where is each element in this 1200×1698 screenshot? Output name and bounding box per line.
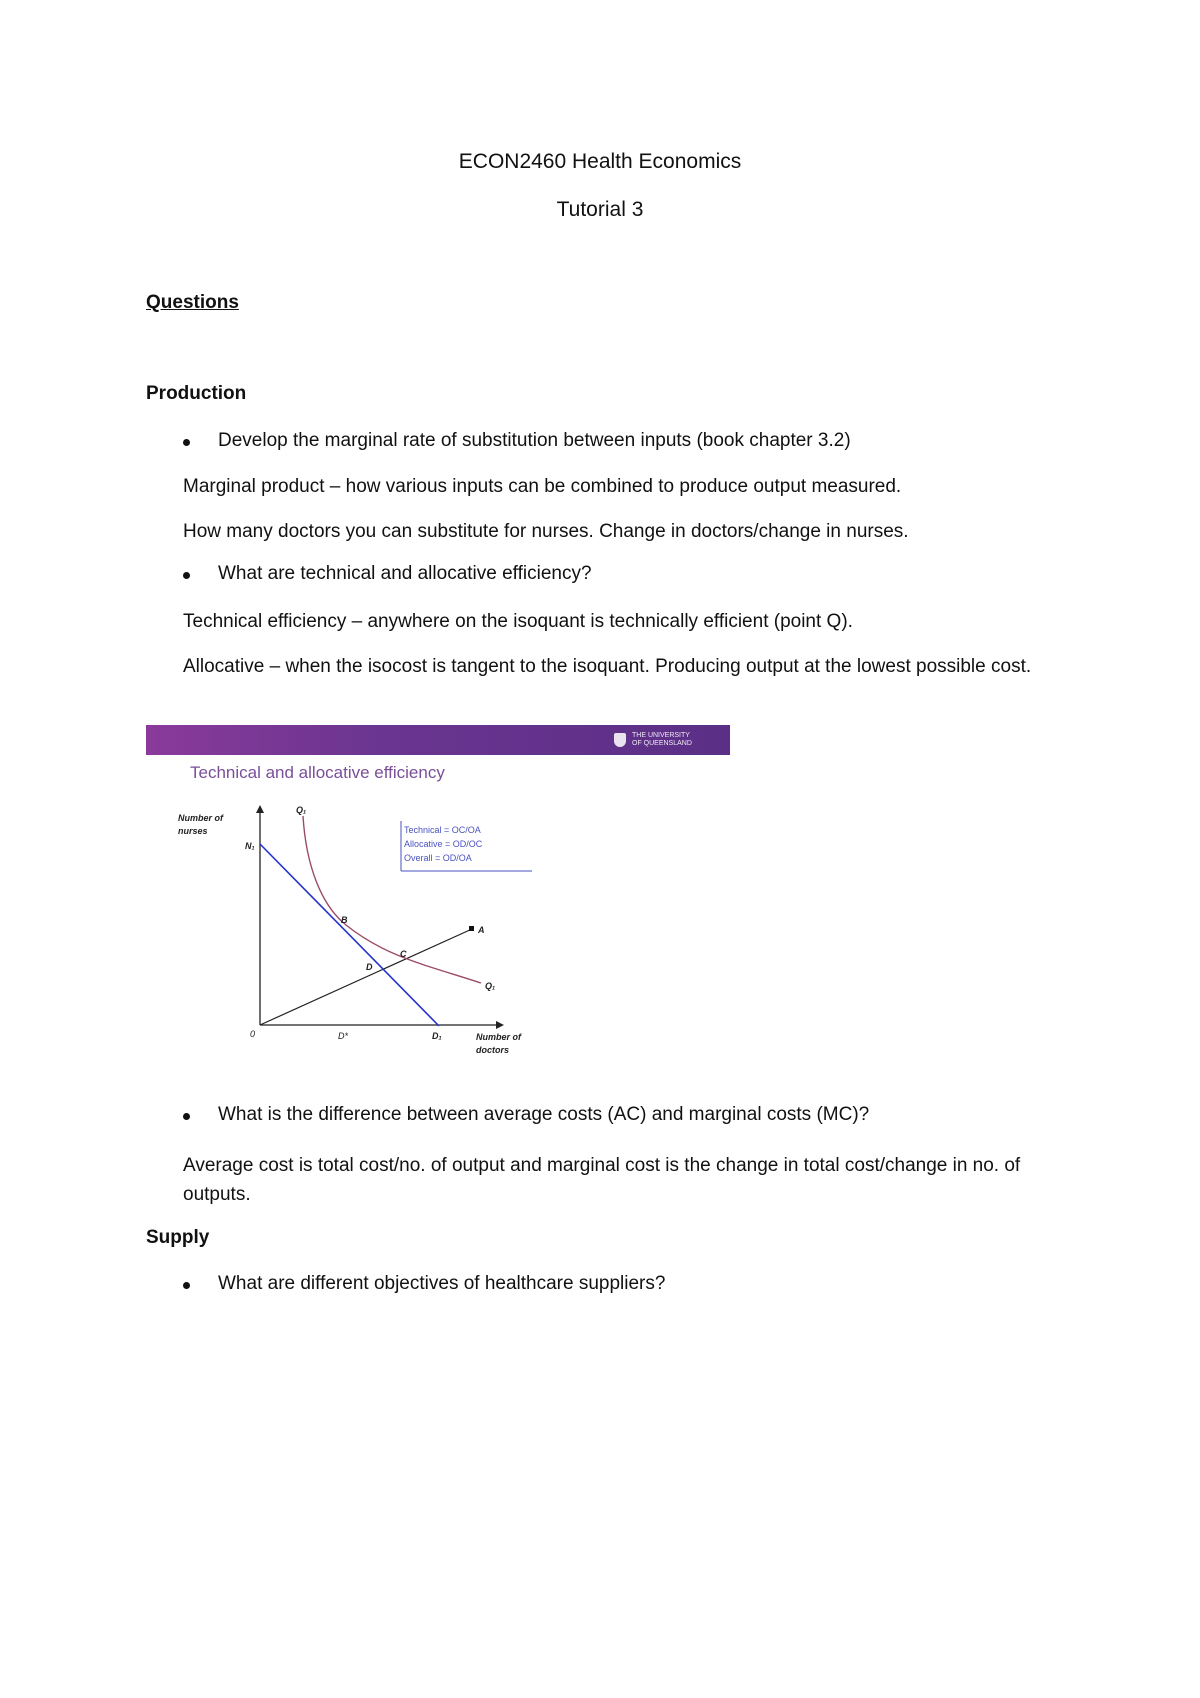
- logo-line-2: OF QUEENSLAND: [632, 740, 692, 747]
- efficiency-slide-figure: [146, 725, 730, 1062]
- production-heading: Production: [146, 383, 247, 404]
- y-axis-label-1: Number of: [178, 813, 223, 823]
- logo-line-1: THE UNIVERSITY: [632, 732, 690, 739]
- bullet-text: What are technical and allocative efficiency?: [218, 563, 592, 584]
- label-origin: 0: [250, 1029, 256, 1039]
- label-q1-right: Q₁: [485, 981, 496, 991]
- label-d1: D₁: [432, 1031, 442, 1041]
- bullet-icon: [183, 1282, 190, 1289]
- bullet-icon: [183, 572, 190, 579]
- questions-heading: Questions: [146, 292, 239, 313]
- label-d: D: [366, 962, 373, 972]
- y-axis-arrow-icon: [256, 805, 264, 813]
- slide-title: Technical and allocative efficiency: [190, 763, 445, 782]
- answer-technical-efficiency: Technical efficiency – anywhere on the isoquant is technically efficient (point Q).: [183, 611, 853, 632]
- x-axis-arrow-icon: [496, 1021, 504, 1029]
- legend-technical: Technical = OC/OA: [404, 825, 481, 835]
- bullet-icon: [183, 1113, 190, 1120]
- answer-marginal-product: Marginal product – how various inputs can be combined to produce output measured.: [183, 476, 902, 497]
- ray-oa: [260, 929, 472, 1025]
- efficiency-diagram: [146, 725, 730, 1062]
- answer-allocative-efficiency: Allocative – when the isocost is tangent to the isoquant. Producing output at the lowest possible cost.: [183, 656, 1032, 677]
- label-b: B: [341, 915, 348, 925]
- answer-doctors-nurses: How many doctors you can substitute for nurses. Change in doctors/change in nurses.: [183, 521, 909, 542]
- legend-overall: Overall = OD/OA: [404, 853, 472, 863]
- x-axis-label-1: Number of: [476, 1032, 521, 1042]
- legend-allocative: Allocative = OD/OC: [404, 839, 483, 849]
- bullet-text: What is the difference between average costs (AC) and marginal costs (MC)?: [218, 1104, 870, 1125]
- label-dstar: D*: [338, 1031, 349, 1041]
- label-n1: N₁: [245, 841, 255, 851]
- y-axis-label-2: nurses: [178, 826, 208, 836]
- supply-heading: Supply: [146, 1227, 210, 1248]
- bullet-text: What are different objectives of healthcare suppliers?: [218, 1273, 666, 1294]
- point-a-marker: [469, 926, 474, 931]
- document-subtitle: Tutorial 3: [556, 198, 644, 221]
- document-title: ECON2460 Health Economics: [458, 150, 742, 173]
- bullet-text: Develop the marginal rate of substitution between inputs (book chapter 3.2): [218, 430, 851, 451]
- label-c: C: [400, 949, 407, 959]
- bullet-icon: [183, 439, 190, 446]
- label-q1-top: Q₁: [296, 805, 307, 815]
- label-a: A: [478, 925, 485, 935]
- x-axis-label-2: doctors: [476, 1045, 510, 1055]
- answer-average-marginal-cost: Average cost is total cost/no. of output and marginal cost is the change in total cost/change in no. of outputs.: [183, 1155, 1021, 1205]
